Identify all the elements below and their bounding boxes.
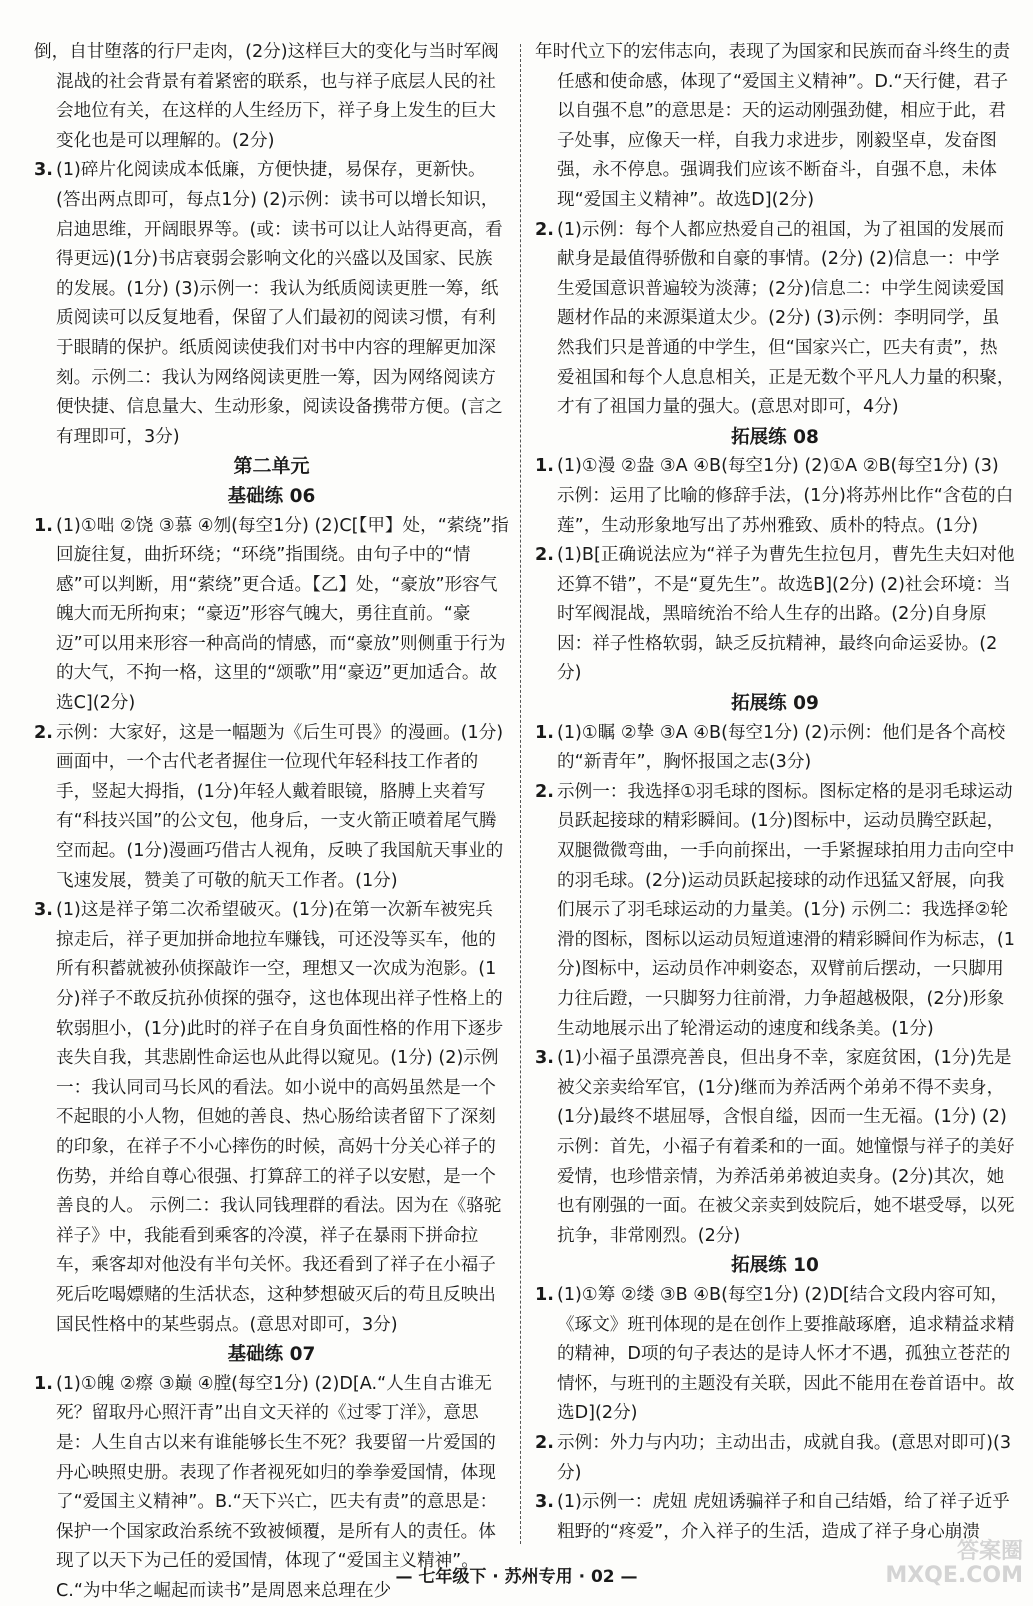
- question-number: 2.: [535, 781, 554, 802]
- ex10-question-3: 3. (1)示例一：虎妞 虎妞诱骗祥子和自己结婚，给了祥子近乎粗野的“疼爱”，介入祥子的生活，造成了祥子身心崩溃: [535, 1488, 1015, 1547]
- ex08-question-2: 2. (1)B[正确说法应为“祥子为曹先生拉包月，曹先生夫妇对他还算不错”，不是“夏先生”。故选B](2分) (2)社会环境：当时军阀混战，黑暗统治不给人生存的出路。(2分)自身原因：祥子性格软弱，缺乏反抗精神，最终向命运妥协。(2分): [535, 541, 1015, 689]
- question-number: 2.: [535, 219, 554, 240]
- ex09-question-3: 3. (1)小福子虽漂亮善良，但出身不幸，家庭贫困，(1分)先是被父亲卖给军官，(1分)继而为养活两个弟弟不得不卖身，(1分)最终不堪屈辱，含恨自缢，因而一生无福。(1分) (2)示例：首先，小福子有着柔和的一面。她憧憬与祥子的美好爱情，也珍惜亲情，为养活弟弟被迫卖身。(2分)其次，她也有刚强的一面。在被父亲卖到妓院后，她不堪受辱，以死抗争，非常刚烈。(2分): [535, 1044, 1015, 1251]
- ex08-question-1: 1. (1)①漫 ②盎 ③A ④B(每空1分) (2)①A ②B(每空1分) (3)示例：运用了比喻的修辞手法，(1分)将苏州比作“含苞的白莲”，生动形象地写出了苏州雅致、质朴的特点。(1分): [535, 452, 1015, 541]
- question-number: 3.: [34, 900, 53, 921]
- question-number: 3.: [34, 160, 53, 181]
- question-number: 1.: [535, 456, 554, 477]
- question-number: 1.: [535, 1284, 554, 1305]
- question-number: 2.: [34, 722, 53, 743]
- ex07-question-2: 2. (1)示例：每个人都应热爱自己的祖国，为了祖国的发展而献身是最值得骄傲和自豪的事情。(2分) (2)信息一：中学生爱国意识普遍较为淡薄；(2分)信息二：中学生阅读爱国题材作品的来源渠道太少。(2分) (3)示例：李明同学，虽然我们只是普通的中学生，但“国家兴亡，匹夫有责”，热爱祖国和每个人息息相关，正是无数个平凡人力量的积聚，才有了祖国力量的强大。(意思对即可，4分): [535, 216, 1015, 423]
- continued-paragraph: 年时代立下的宏伟志向，表现了为国家和民族而奋斗终生的责任感和使命感，体现了“爱国主义精神”。D.“天行健，君子以自强不息”的意思是：天的运动刚强劲健，相应于此，君子处事，应像天一样，自我力求进步，刚毅坚卓，发奋图强，永不停息。强调我们应该不断奋斗，自强不息，未体现“爱国主义精神”。故选D](2分): [535, 42, 1011, 210]
- question-number: 1.: [535, 722, 554, 743]
- watermark-text: 答案圈: [956, 1539, 1023, 1564]
- ex09-question-2: 2. 示例一：我选择①羽毛球的图标。图标定格的是羽毛球运动员跃起接球的精彩瞬间。(1分)图标中，运动员腾空跃起，双腿微微弯曲，一手向前探出，一手紧握球拍用力击向空中的羽毛球。(2分)运动员跃起接球的动作迅猛又舒展，向我们展示了羽毛球运动的力量美。(1分) 示例二：我选择②轮滑的图标，图标以运动员短道速滑的精彩瞬间作为标志，(1分)图标中，运动员作冲刺姿态，双臂前后摆动，一只脚用力往后蹬，一只脚努力往前滑，力争超越极限，(2分)形象生动地展示出了轮滑运动的速度和线条美。(1分): [535, 778, 1015, 1044]
- exercise-08-title: 拓展练 08: [731, 426, 819, 448]
- ex09-question-1: 1. (1)①瞩 ②挚 ③A ④B(每空1分) (2)示例：他们是各个高校的“新青年”，胸怀报国之志(3分): [535, 719, 1015, 778]
- exercise-09-title: 拓展练 09: [731, 693, 819, 715]
- question-number: 3.: [535, 1492, 554, 1513]
- question-3: 3. (1)碎片化阅读成本低廉，方便快捷，易保存，更新快。(答出两点即可，每点1分) (2)示例：读书可以增长知识，启迪思维，开阔眼界等。(或：读书可以让人站得更高，看得更远)(1分)书店衰弱会影响文化的兴盛以及国家、民族的发展。(1分) (3)示例一：我认为纸质阅读更胜一筹，纸质阅读可以反复地看，保留了人们最初的阅读习惯，有利于眼睛的保护。纸质阅读使我们对书中内容的理解更加深刻。示例二：我认为网络阅读更胜一筹，因为网络阅读方便快捷、信息量大、生动形象，阅读设备携带方便。(言之有理即可，3分): [34, 156, 509, 452]
- left-column: [34, 38, 509, 1606]
- ex07-question-1: 1. (1)①魄 ②瘵 ③巅 ④膛(每空1分) (2)D[A.“人生自古谁无死？留取丹心照汗青”出自文天祥的《过零丁洋》，意思是：人生自古以来有谁能够长生不死？我要留一片爱国的丹心映照史册。表现了作者视死如归的拳拳爱国情，体现了“爱国主义精神”。B.“天下兴亡，匹夫有责”的意思是：保护一个国家政治系统不致被倾覆，是所有人的责任。体现了以天下为己任的爱国情，体现了“爱国主义精神”。C.“为中华之崛起而读书”是周恩来总理在少: [34, 1370, 509, 1606]
- exercise-10-title: 拓展练 10: [731, 1255, 819, 1277]
- unit-title: 第二单元: [233, 455, 310, 478]
- page-footer: — 七年级下 · 苏州专用 · 02 —: [395, 1567, 638, 1587]
- question-number: 1.: [34, 515, 53, 536]
- ex10-question-2: 2. 示例：外力与内功；主动出击，成就自我。(意思对即可)(3分): [535, 1429, 1015, 1488]
- right-column: [535, 38, 1015, 1547]
- continued-paragraph: 倒，自甘堕落的行尸走肉，(2分)这样巨大的变化与当时军阀混战的社会背景有着紧密的联系，也与祥子底层人民的社会地位有关，在这样的人生经历下，祥子身上发生的巨大变化也是可以理解的。(2分): [34, 42, 499, 151]
- question-number: 1.: [34, 1373, 53, 1394]
- ex06-question-3: 3. (1)这是祥子第二次希望破灭。(1分)在第一次新车被宪兵掠走后，祥子更加拼命地拉车赚钱，可还没等买车，他的所有积蓄就被孙侦探敲诈一空，理想又一次成为泡影。(1分)祥子不敢反抗孙侦探的强夺，这也体现出祥子性格上的软弱胆小，(1分)此时的祥子在自身负面性格的作用下逐步丧失自我，其悲剧性命运也从此得以窥见。(1分) (2)示例一：我认同司马长风的看法。如小说中的高妈虽然是一个不起眼的小人物，但她的善良、热心肠给读者留下了深刻的印象，在祥子不小心摔伤的时候，高妈十分关心祥子的伤势，并给自尊心很强、打算辞工的祥子以安慰，是一个善良的人。 示例二：我认同钱理群的看法。因为在《骆驼祥子》中，我能看到乘客的冷漠，祥子在暴雨下拼命拉车，乘客却对他没有半句关怀。我还看到了祥子在小福子死后吃喝嫖赌的生活状态，这种梦想破灭后的苟且反映出国民性格中的某些弱点。(意思对即可，3分): [34, 896, 509, 1340]
- question-number: 2.: [535, 545, 554, 566]
- watermark-url: MXQE.COM: [885, 1563, 1023, 1588]
- ex10-question-1: 1. (1)①筹 ②缕 ③B ④B(每空1分) (2)D[结合文段内容可知，《琢文》班刊体现的是在创作上要推敲琢磨，追求精益求精的精神，D项的句子表达的是诗人怀才不遇，孤独立苍茫的情怀，与班刊的主题没有关联，因此不能用在卷首语中。故选D](2分): [535, 1281, 1015, 1429]
- watermark-logo: [873, 1540, 1023, 1590]
- question-number: 2.: [535, 1432, 554, 1453]
- ex06-question-1: 1. (1)①咄 ②饶 ③慕 ④刎(每空1分) (2)C[【甲】处，“萦绕”指回旋往复，曲折环绕；“环绕”指围绕。由句子中的“情感”可以判断，用“萦绕”更合适。【乙】处，“豪放”形容气魄大而无所拘束；“豪迈”形容气魄大，勇往直前。“豪迈”可以用来形容一种高尚的情感，而“豪放”则侧重于行为的大气，不拘一格，这里的“颂歌”用“豪迈”更加适合。故选C](2分): [34, 512, 509, 719]
- exercise-06-title: 基础练 06: [227, 485, 316, 507]
- exercise-07-title: 基础练 07: [227, 1344, 316, 1366]
- question-number: 3.: [535, 1048, 554, 1069]
- column-divider: [520, 44, 521, 1544]
- ex06-question-2: 2. 示例：大家好，这是一幅题为《后生可畏》的漫画。(1分)画面中，一个古代老者握住一位现代年轻科技工作者的手，竖起大拇指，(1分)年轻人戴着眼镜，胳膊上夹着写有“科技兴国”的公文包，他身后，一支火箭正喷着尾气腾空而起。(1分)漫画巧借古人视角，反映了我国航天事业的飞速发展，赞美了可敬的航天工作者。(1分): [34, 719, 509, 897]
